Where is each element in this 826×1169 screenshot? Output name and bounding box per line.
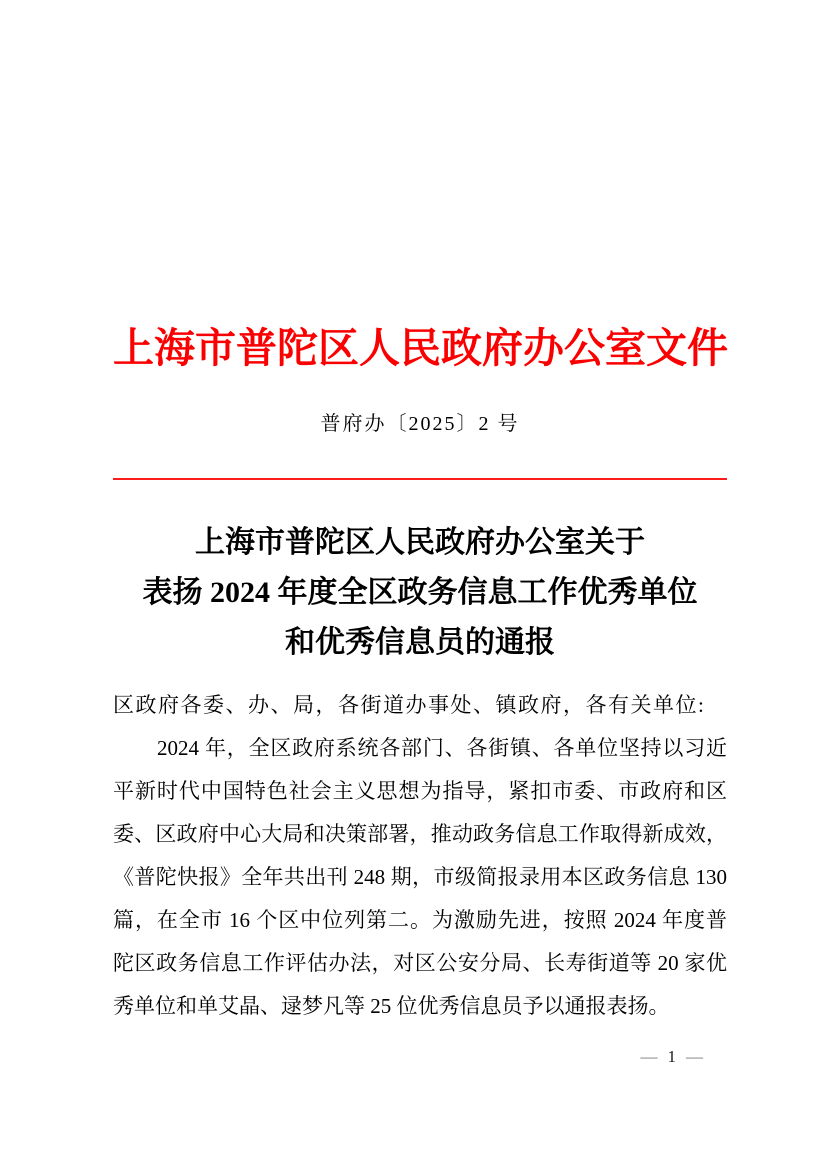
document-body — [113, 684, 727, 1028]
page-number-dash-right: — — [686, 1047, 703, 1066]
page-footer — [113, 1046, 727, 1068]
document-title — [113, 518, 727, 668]
body-paragraph — [113, 727, 727, 1028]
title-line: 表扬 2024 年度全区政务信息工作优秀单位 — [142, 576, 698, 609]
title-line: 上海市普陀区人民政府办公室关于 — [195, 526, 645, 559]
document-number: 普府办〔2025〕2 号 — [320, 413, 520, 435]
red-divider-line — [113, 478, 727, 480]
body-line: 2024 年，全区政府系统各部门、各街镇、各单位坚持以习近 — [157, 736, 727, 760]
body-line: 平新时代中国特色社会主义思想为指导，紧扣市委、市政府和区 — [113, 779, 727, 803]
document-content — [0, 318, 826, 1068]
title-line: 和优秀信息员的通报 — [285, 626, 555, 659]
body-line: 秀单位和单艾晶、逯梦凡等 25 位优秀信息员予以通报表扬。 — [113, 994, 670, 1018]
page-number-dash-left: — — [640, 1047, 658, 1066]
body-line: 陀区政务信息工作评估办法，对区公安分局、长寿街道等 20 家优 — [113, 951, 727, 975]
salutation-line: 区政府各委、办、局，各街道办事处、镇政府，各有关单位: — [113, 693, 706, 717]
body-line: 篇，在全市 16 个区中位列第二。为激励先进，按照 2024 年度普 — [113, 908, 727, 932]
page-number-value: 1 — [667, 1047, 676, 1066]
letterhead-banner-title: 上海市普陀区人民政府办公室文件 — [113, 325, 728, 371]
body-line: 《普陀快报》全年共出刊 248 期，市级简报录用本区政务信息 130 — [113, 865, 727, 889]
body-line: 委、区政府中心大局和决策部署，推动政务信息工作取得新成效， — [113, 822, 727, 846]
